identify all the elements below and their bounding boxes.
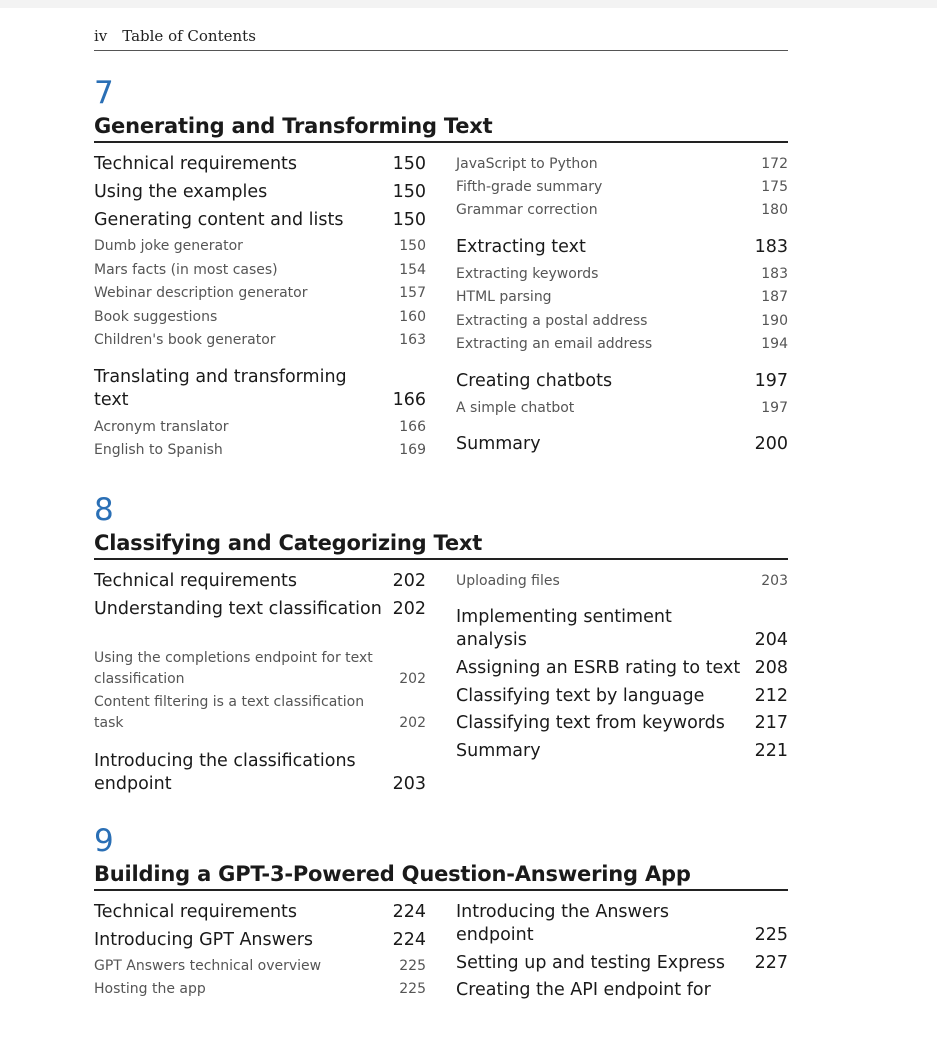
- toc-entry[interactable]: Creating the API endpoint for: [456, 980, 711, 1000]
- chapter-8: [94, 492, 788, 794]
- toc-entry[interactable]: Content filtering is a text classification task 202: [94, 694, 426, 731]
- toc-entry[interactable]: English to Spanish 169: [94, 442, 426, 458]
- toc-entry[interactable]: Mars facts (in most cases) 154: [94, 262, 426, 278]
- toc-entry[interactable]: Book suggestions 160: [94, 309, 426, 325]
- toc-entry[interactable]: Introducing the classifications endpoint 203: [94, 751, 426, 794]
- toc-entry[interactable]: Implementing sentiment analysis 204: [456, 607, 788, 650]
- chapter-9: [94, 823, 788, 1000]
- toc-entry[interactable]: Fifth-grade summary 175: [456, 179, 788, 195]
- toc-entry[interactable]: Hosting the app 225: [94, 981, 426, 997]
- toc-entry[interactable]: Introducing GPT Answers 224: [94, 930, 426, 950]
- toc-entry[interactable]: Webinar description generator 157: [94, 285, 426, 301]
- chapter-title: Building a GPT-3-Powered Question-Answering App: [94, 860, 788, 891]
- toc-entry[interactable]: GPT Answers technical overview 225: [94, 958, 426, 974]
- toc-entry[interactable]: Technical requirements 150: [94, 154, 426, 174]
- toc-entry[interactable]: Summary 200: [456, 434, 788, 454]
- toc-entry[interactable]: Generating content and lists 150: [94, 210, 426, 230]
- toc-entry[interactable]: Understanding text classification 202: [94, 599, 426, 619]
- chapter-title: Generating and Transforming Text: [94, 112, 788, 143]
- toc-entry[interactable]: Classifying text by language 212: [456, 686, 788, 706]
- page-top-band: [0, 0, 937, 8]
- chapter-number: 9: [94, 823, 114, 859]
- toc-entry[interactable]: Using the completions endpoint for text classification 202: [94, 650, 426, 687]
- toc-entry[interactable]: Using the examples 150: [94, 182, 426, 202]
- chapter-7: [94, 75, 788, 458]
- running-title: Table of Contents: [122, 27, 256, 45]
- toc-entry[interactable]: Summary 221: [456, 741, 788, 761]
- toc-entry[interactable]: JavaScript to Python 172: [456, 156, 788, 172]
- toc-entry[interactable]: Extracting text 183: [456, 237, 788, 257]
- toc-entry[interactable]: HTML parsing 187: [456, 289, 788, 305]
- toc-entry[interactable]: Children's book generator 163: [94, 332, 426, 348]
- toc-entry[interactable]: Extracting an email address 194: [456, 336, 788, 352]
- toc-entry[interactable]: A simple chatbot 197: [456, 400, 788, 416]
- toc-entry[interactable]: Technical requirements 224: [94, 902, 426, 922]
- toc-entry[interactable]: Acronym translator 166: [94, 419, 426, 435]
- toc-entry[interactable]: Assigning an ESRB rating to text 208: [456, 658, 788, 678]
- toc-entry[interactable]: Extracting a postal address 190: [456, 313, 788, 329]
- toc-entry[interactable]: Classifying text from keywords 217: [456, 713, 788, 733]
- toc-entry[interactable]: Grammar correction 180: [456, 202, 788, 218]
- toc-entry[interactable]: Translating and transforming text 166: [94, 367, 426, 410]
- toc-entry[interactable]: Uploading files 203: [456, 573, 788, 589]
- running-header: [94, 26, 788, 51]
- toc-entry[interactable]: Extracting keywords 183: [456, 266, 788, 282]
- toc-entry[interactable]: Introducing the Answers endpoint 225: [456, 902, 788, 945]
- chapter-number: 8: [94, 492, 114, 528]
- toc-entry[interactable]: Creating chatbots 197: [456, 371, 788, 391]
- toc-entry[interactable]: Dumb joke generator 150: [94, 238, 426, 254]
- page-number: iv: [94, 27, 108, 45]
- toc-entry[interactable]: Setting up and testing Express 227: [456, 953, 788, 973]
- chapter-title: Classifying and Categorizing Text: [94, 529, 788, 560]
- chapter-number: 7: [94, 75, 114, 111]
- toc-entry[interactable]: Technical requirements 202: [94, 571, 426, 591]
